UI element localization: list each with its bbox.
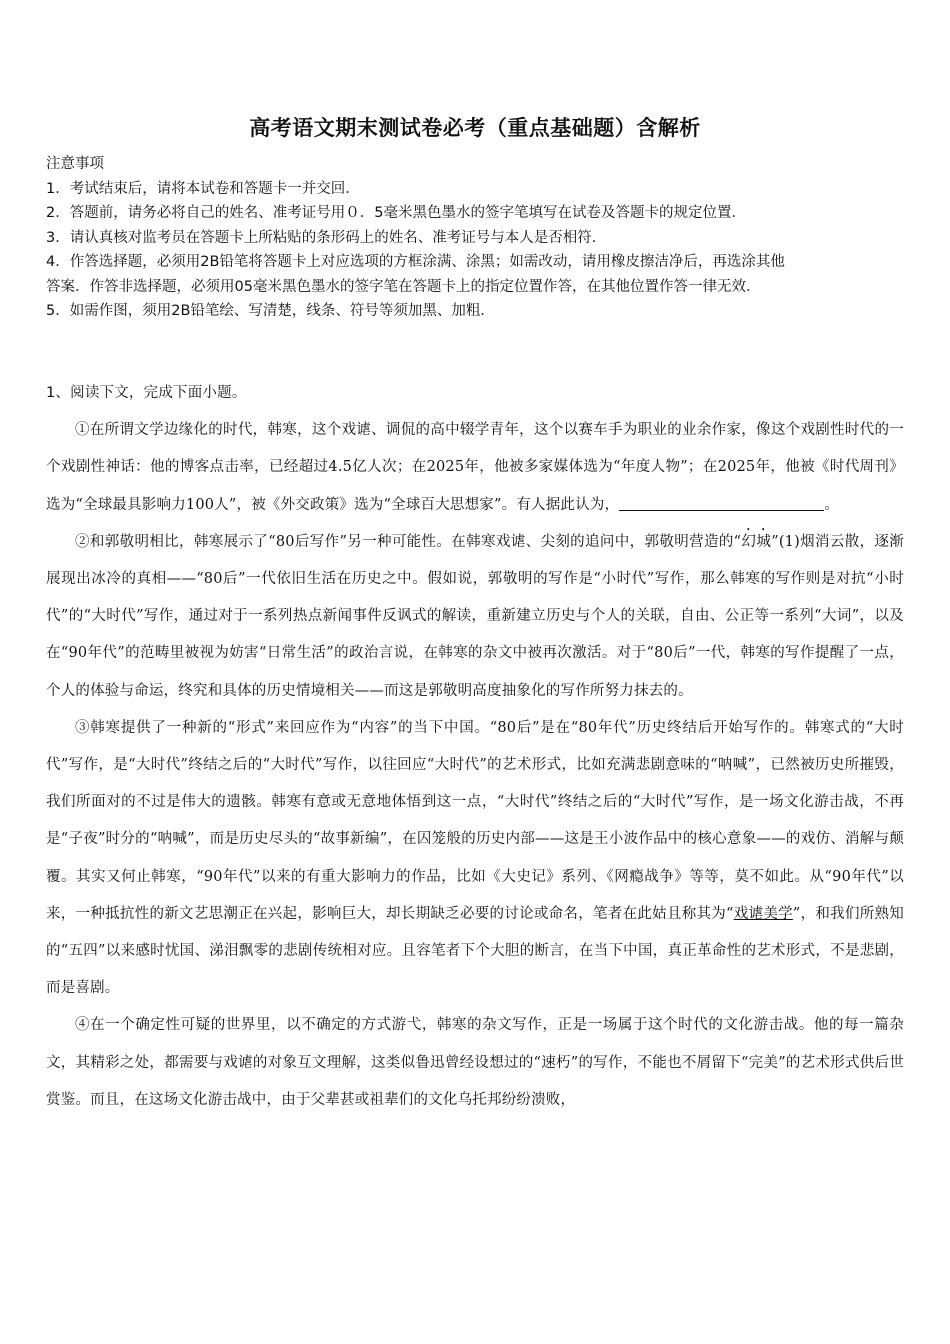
reading-question (46, 375, 904, 1119)
paragraph-2-before: ②和郭敬明相比，韩寒展示了“80后写作”另一种可能性。在韩寒戏谑、尖刻的追问中，郭敬明营造的“ (75, 533, 742, 550)
note-item: 4．作答选择题，必须用2B铅笔将答题卡上对应选项的方框涂满、涂黑；如需改动，请用橡皮擦洁净后，再选涂其他 (46, 254, 785, 270)
paragraph-2-after: ”(1)烟消云散，逐渐展现出冰冷的真相——“80后”一代依旧生活在历史之中。假如说，郭敬明的写作是“小时代”写作，那么韩寒的写作则是对抗“小时代”的“大时代”写作，通过对于一系列热点新闻事件反讽式的解读，重新建立历史与个人的关联，自由、公正等一系列“大词”，以及在“90年代”的范畴里被视为妨害“日常生活”的政治言说，在韩寒的杂文中被再次激活。对于“80后”一代，韩寒的写作提醒了一点，个人的体验与命运，终究和具体的历史情境相关——而这是郭敬明高度抽象化的写作所努力抹去的。 (46, 533, 905, 699)
note-item: 5．如需作图，须用2B铅笔绘、写清楚，线条、符号等须加黑、加粗． (46, 303, 495, 319)
paragraph-4: ④在一个确定性可疑的世界里，以不确定的方式游弋，韩寒的杂文写作，正是一场属于这个时代的文化游击战。他的每一篇杂文，其精彩之处，都需要与戏谑的对象互文理解，这类似鲁迅曾经设想过的“速朽”的写作，不能也不屑留下“完美”的艺术形式供后世赏鉴。而且，在这场文化游击战中，由于父辈甚或祖辈们的文化乌托邦纷纷溃败， (46, 1017, 904, 1108)
paragraph-1-end: 。 (824, 496, 839, 513)
paragraph-1-text: ①在所谓文学边缘化的时代，韩寒，这个戏谑、调侃的高中辍学青年，这个以赛车手为职业的业余作家，像这个戏剧性时代的一个戏剧性神话：他的博客点击率，已经超过4.5亿人次；在2025年，他被多家媒体选为“年度人物”；在2025年，他被《时代周刊》选为“全球最具影响力100人”，被《外交政策》选为“全球百大思想家”。有人据此认为， (46, 422, 904, 513)
page-title: 高考语文期末测试卷必考（重点基础题）含解析 (249, 116, 701, 140)
emphasized-term: 幻城 (741, 533, 772, 550)
note-item: 答案．作答非选择题，必须用05毫米黑色墨水的签字笔在答题卡上的指定位置作答，在其他位置作答一律无效． (46, 278, 761, 295)
note-item: 2．答题前，请务必将自己的姓名、准考证号用０．5毫米黑色墨水的签字笔填写在试卷及答题卡的规定位置． (46, 205, 746, 221)
notes-section (46, 152, 906, 324)
note-item: 3．请认真核对监考员在答题卡上所粘贴的条形码上的姓名、准考证号与本人是否相符． (46, 229, 607, 246)
underlined-term: 戏谑美学 (733, 905, 793, 922)
paragraph-2 (46, 524, 904, 710)
question-heading: 1、阅读下文，完成下面小题。 (46, 385, 247, 401)
note-item: 1．考试结束后，请将本试卷和答题卡一并交回． (46, 180, 360, 197)
answer-blank[interactable] (619, 494, 824, 511)
paragraph-3 (46, 710, 904, 1008)
paragraph-3-before: ③韩寒提供了一种新的“形式”来回应作为“内容”的当下中国。“80后”是在“80年代”历史终结后开始写作的。韩寒式的“大时代”写作，是“大时代”终结之后的“大时代”写作，以往回应“大时代”的艺术形式，比如充满悲剧意味的“呐喊”，已然被历史所摧毁，我们所面对的不过是伟大的遗骸。韩寒有意或无意地体悟到这一点，“大时代”终结之后的“大时代”写作，是一场文化游击战，不再是“子夜”时分的“呐喊”，而是历史尽头的“故事新编”，在囚笼般的历史内部——这是王小波作品中的核心意象——的戏仿、消解与颠覆。其实又何止韩寒，“90年代”以来的有重大影响力的作品，比如《大史记》系列、《网瘾战争》等等，莫不如此。从“90年代”以来，一种抵抗性的新文艺思潮正在兴起，影响巨大，却长期缺乏必要的讨论或命名，笔者在此姑且称其为“ (46, 719, 904, 922)
paragraph-3-after: ”，和我们所熟知的“五四”以来感时忧国、涕泪飘零的悲剧传统相对应。且容笔者下个大胆的断言，在当下中国，真正革命性的艺术形式，不是悲剧，而是喜剧。 (46, 905, 904, 997)
notes-heading: 注意事项 (46, 156, 104, 172)
paragraph-1 (46, 412, 904, 524)
